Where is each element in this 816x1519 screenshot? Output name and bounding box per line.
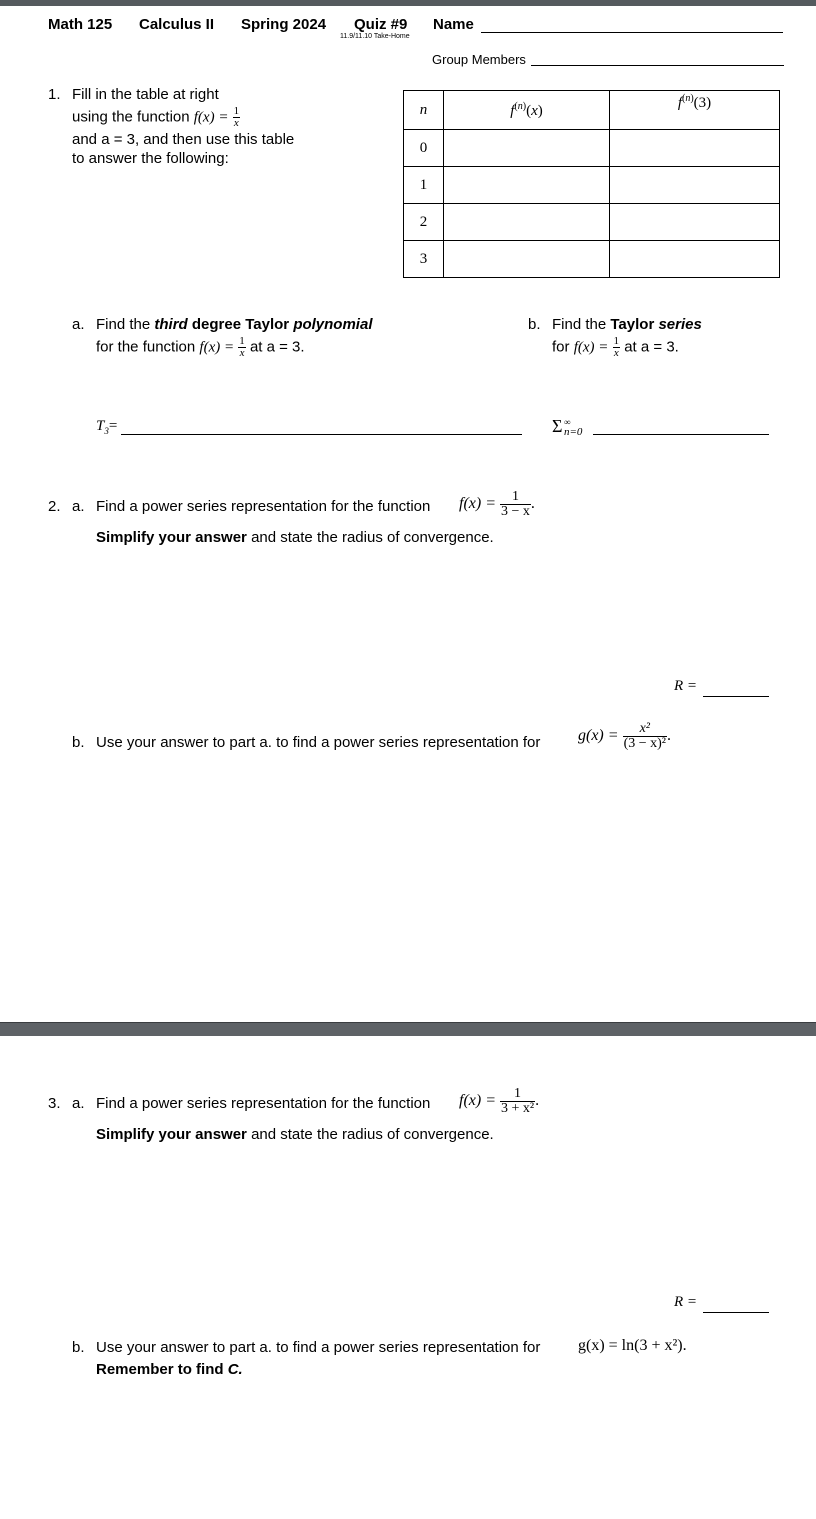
q1a-frac-num: 1 <box>239 335 245 347</box>
q1a-frac-den: x <box>239 347 245 359</box>
q3a-fx: f(x) = <box>459 1092 496 1110</box>
q3a-r-label: R = <box>674 1294 698 1310</box>
q1-number: 1. <box>48 86 61 103</box>
q3a-simplify: Simplify your answer <box>96 1126 247 1143</box>
table-cell-fn3-3[interactable] <box>610 241 780 278</box>
q1a-fraction <box>238 336 246 359</box>
name-label: Name <box>433 16 474 33</box>
q2b-gx: g(x) = <box>578 727 619 745</box>
sum-symbol <box>552 416 562 437</box>
q1a-prefix: for the function <box>96 338 196 356</box>
table-row <box>404 130 780 167</box>
q3a-instructions <box>96 1126 494 1143</box>
t3-eq: = <box>108 418 118 434</box>
t3-sub: 3 <box>104 426 109 436</box>
q2b-fraction <box>623 722 667 751</box>
q1-line4: to answer the following: <box>72 150 229 167</box>
q2a-formula: f(x) = $\frac{1}{3 - x}$ . <box>459 489 535 519</box>
q1-line2 <box>72 106 240 129</box>
table-cell-n: 1 <box>404 167 444 204</box>
q2a-text: Find a power series representation for the function <box>96 498 431 515</box>
table-row <box>404 204 780 241</box>
q1-line1: Fill in the table at right <box>72 86 219 103</box>
taylor-table <box>403 90 780 278</box>
q1b-line1 <box>552 316 702 333</box>
q2b-num: x² <box>639 721 650 736</box>
q1a-polynomial: polynomial <box>293 316 373 333</box>
table-cell-n: 2 <box>404 204 444 241</box>
subject-label: Calculus II <box>139 16 215 33</box>
table-cell-fnx-3[interactable] <box>444 241 610 278</box>
table-row <box>404 167 780 204</box>
table-cell-n: 0 <box>404 130 444 167</box>
q2a-r-field[interactable] <box>703 696 769 697</box>
q1b-taylor: Taylor <box>610 316 655 333</box>
group-members-field[interactable] <box>531 65 784 66</box>
q1a-line2 <box>96 336 305 359</box>
q1a-at: at a = 3. <box>249 338 305 356</box>
q1b-find: Find the <box>552 316 607 333</box>
q2b-formula: g(x) = $\frac{\text{x²}}{\text{(3 − x)²}}$ . <box>578 721 671 751</box>
q1b-line2 <box>552 336 679 359</box>
q2a-num: 1 <box>511 489 519 504</box>
q3a-rest: and state the radius of convergence. <box>251 1126 494 1143</box>
q2b-text: Use your answer to part a. to find a power series representation for <box>96 734 541 751</box>
q1-frac-num: 1 <box>233 105 240 117</box>
term-label: Spring 2024 <box>241 16 327 33</box>
q3b-remember <box>96 1361 243 1378</box>
q1-frac-den: x <box>233 117 239 129</box>
q2b-label: b. <box>72 734 85 751</box>
q2a-den: 3 − x <box>501 504 530 519</box>
q1a-degree: degree Taylor <box>191 316 290 333</box>
q2a-label: a. <box>72 498 85 515</box>
table-header-row <box>404 91 780 130</box>
q1a-find: Find the <box>96 316 151 333</box>
table-cell-fn3-0[interactable] <box>610 130 780 167</box>
group-members-label: Group Members <box>432 52 526 67</box>
q3a-text: Find a power series representation for the function <box>96 1095 431 1112</box>
q3a-num: 1 <box>514 1086 522 1101</box>
q1b-for: for <box>552 338 570 356</box>
q1a-fx: f(x) = <box>199 339 235 356</box>
sum-lower: n=0 <box>564 426 583 438</box>
q3a-formula: f(x) = $\frac{1}{\text{3 + x²}}$ . <box>459 1086 540 1116</box>
q1b-fx: f(x) = <box>573 339 609 356</box>
q1a-line1 <box>96 316 373 333</box>
q1-fx: f(x) = <box>193 109 229 126</box>
q1b-label: b. <box>528 316 541 333</box>
sigma-icon: Σ <box>552 416 563 436</box>
q3-number: 3. <box>48 1095 61 1112</box>
table-cell-fnx-0[interactable] <box>444 130 610 167</box>
q3a-r-field[interactable] <box>703 1312 769 1313</box>
q1-line3: and a = 3, and then use this table <box>72 131 295 148</box>
q3a-label: a. <box>72 1095 85 1112</box>
table-cell-fnx-1[interactable] <box>444 167 610 204</box>
table-cell-fn3-2[interactable] <box>610 204 780 241</box>
table-header-fnx: $f^{(n)}(x)$ <box>444 91 610 130</box>
q2a-instructions <box>96 529 494 546</box>
q1b-frac-num: 1 <box>613 335 620 347</box>
table-cell-fnx-2[interactable] <box>444 204 610 241</box>
table-cell-fn3-1[interactable] <box>610 167 780 204</box>
table-header-n: n <box>404 91 444 130</box>
q1b-at: at a = 3. <box>624 338 679 356</box>
q1-fraction <box>233 106 241 129</box>
q3a-den: 3 + x² <box>501 1101 535 1116</box>
name-field[interactable] <box>481 32 783 33</box>
sum-upper: ∞ <box>564 417 571 427</box>
q2a-rest: and state the radius of convergence. <box>251 529 494 546</box>
q2a-fx: f(x) = <box>459 495 496 513</box>
table-row <box>404 241 780 278</box>
q1b-series: series <box>658 316 702 333</box>
q2a-r-label: R = <box>674 678 698 694</box>
table-header-fn3: $f^{(n)}(3)$ <box>610 91 780 130</box>
page-divider <box>0 1022 816 1036</box>
q1b-frac-den: x <box>613 347 619 359</box>
q2a-simplify: Simplify your answer <box>96 529 247 546</box>
course-label: Math 125 <box>48 16 113 33</box>
t3-answer-field[interactable] <box>121 434 522 435</box>
taylor-series-answer-field[interactable] <box>593 434 769 435</box>
q3b-formula: g(x) = ln(3 + x²). <box>578 1337 687 1354</box>
q1b-fraction <box>613 336 621 359</box>
q1-line2-prefix: using the function <box>72 108 190 126</box>
q2b-den: (3 − x)² <box>623 736 666 751</box>
sections-label: 11.9/11.10 Take-Home <box>340 33 410 40</box>
t3-letter: T <box>96 418 105 434</box>
q2-number: 2. <box>48 498 61 515</box>
q3b-label: b. <box>72 1339 85 1356</box>
q3b-remember-text: Remember to find <box>96 1361 224 1378</box>
q3b-c: C. <box>227 1361 243 1378</box>
q2a-fraction <box>500 490 531 519</box>
table-cell-n: 3 <box>404 241 444 278</box>
top-border <box>0 0 816 6</box>
q3b-text: Use your answer to part a. to find a power series representation for <box>96 1339 541 1356</box>
q3a-fraction <box>500 1087 535 1116</box>
q1a-third: third <box>154 316 188 333</box>
q1a-label: a. <box>72 316 85 333</box>
quiz-label: Quiz #9 <box>354 16 408 33</box>
t3-label <box>96 418 117 436</box>
